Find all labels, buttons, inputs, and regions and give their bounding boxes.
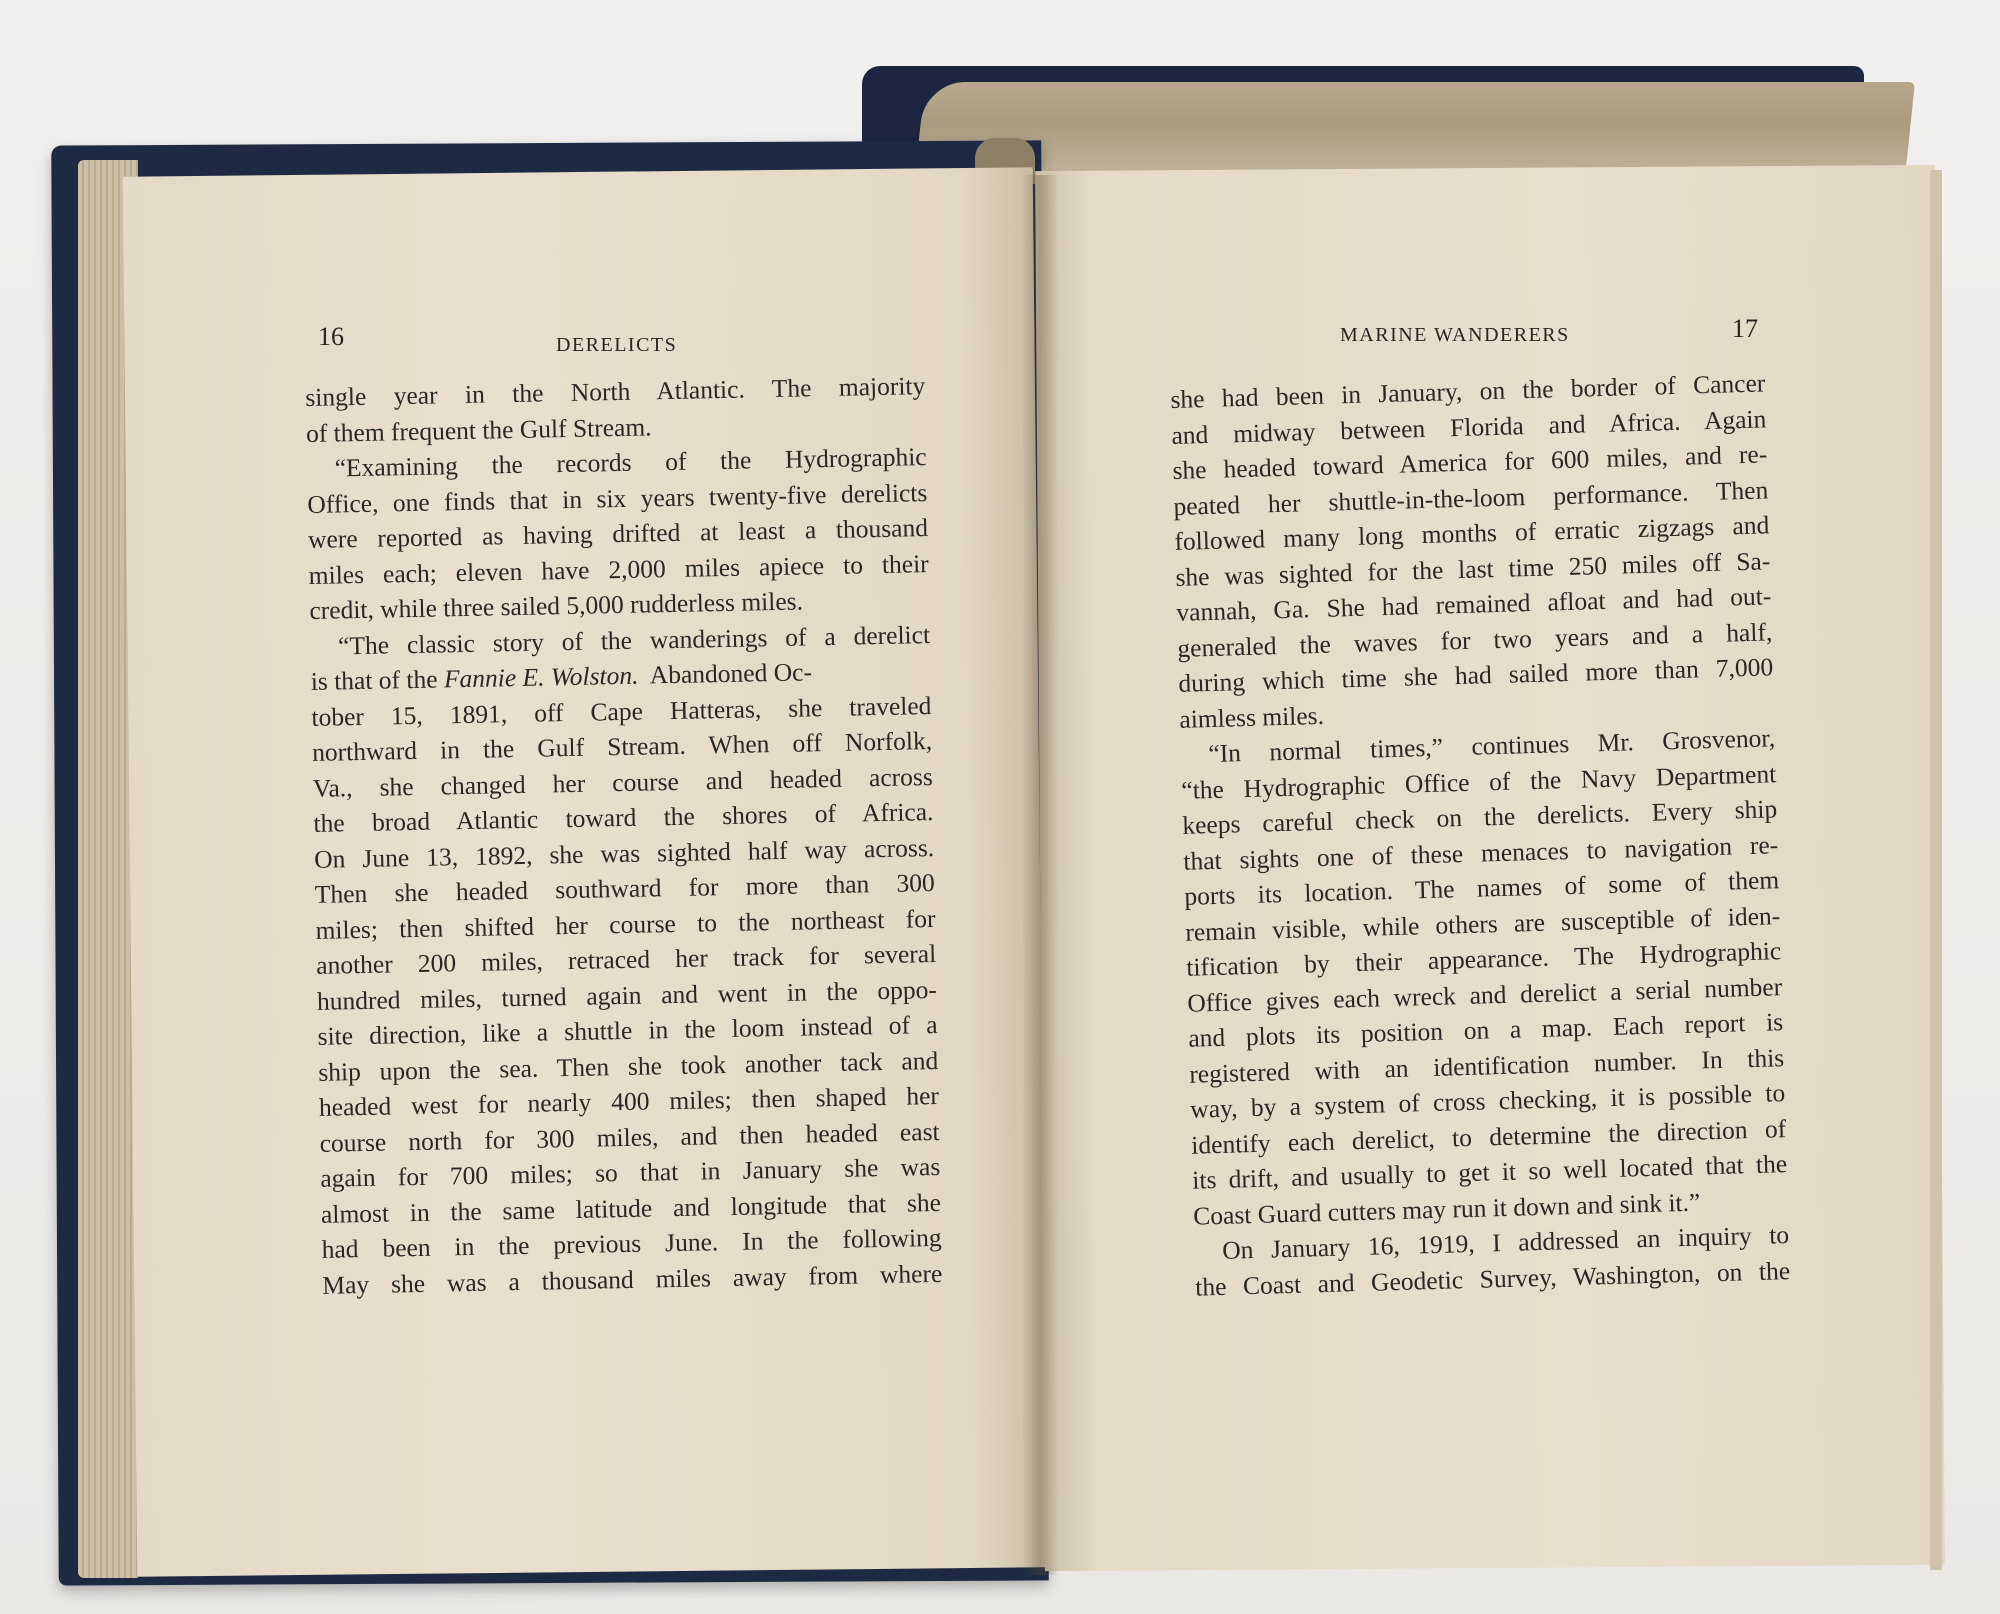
text-line: she was sighted for the last time 250 miles off Sa- [1175,545,1771,592]
right-page-text [1170,365,1791,1304]
text-line: Va., she changed her course and headed across [312,761,933,803]
text-line: tober 15, 1891, off Cape Hatteras, she traveled [311,690,932,732]
text-line: during which time she had sailed more than 7,000 [1178,652,1774,698]
text-line: “The classic story of the wanderings of a derelict [337,619,931,660]
text-line: Coast Guard cutters may run it down and sink it.” [1192,1187,1701,1231]
text-line: the Coast and Geodetic Survey, Washington, on the [1194,1255,1791,1302]
text-line: vannah, Ga. She had remained afloat and had out- [1176,581,1772,627]
text-line: again for 700 miles; so that in January she was [320,1151,941,1193]
text-line: ports its location. The names of some of them [1183,865,1780,911]
page-block-top-edge [915,82,1915,177]
text-line: “the Hydrographic Office of the Navy Department [1180,758,1777,805]
text-line: that sights one of these menaces to navigation re- [1182,829,1779,876]
text-line: site direction, like a shuttle in the loom instead of a [317,1009,938,1051]
text-line: Office gives each wreck and derelict a serial number [1186,971,1783,1018]
text-line: generaled the waves for two years and a half, [1177,616,1773,663]
right-page-number: 17 [1732,314,1758,343]
left-page-text [305,368,943,1303]
text-line: “In normal times,” continues Mr. Grosvenor, [1207,723,1776,769]
text-line: May she was a thousand miles away from where [322,1258,943,1300]
right-running-head: MARINE WANDERERS [1340,324,1570,346]
text-line: single year in the North Atlantic. The majority [305,371,926,412]
text-line: hundred miles, turned again and went in the oppo- [316,974,938,1016]
text-line: followed many long months of erratic zigzags and [1174,510,1770,556]
text-line: “Examining the records of the Hydrographic [334,442,927,483]
text-line: Then she headed southward for more than 300 [314,868,936,909]
text-line: credit, while three sailed 5,000 rudderless miles. [309,586,804,625]
text-line: almost in the same latitude and longitude that she [320,1187,942,1229]
text-line: and plots its position on a map. Each report is [1187,1007,1784,1053]
text-line: of them frequent the Gulf Stream. [305,411,652,448]
right-page-edge [1930,170,1942,1570]
left-page-number: 16 [318,322,344,351]
text-line: course north for 300 miles, and then headed east [319,1116,940,1158]
text-line: she headed toward America for 600 miles, and re- [1172,439,1768,485]
text-line: On January 16, 1919, I addressed an inquiry to [1221,1220,1790,1265]
text-line: were reported as having drifted at least a thousand [307,513,929,554]
text-line: miles; then shifted her course to the northeast for [315,903,936,945]
text-fragment: Abandoned Oc- [638,657,813,690]
left-running-head: DERELICTS [556,334,678,356]
text-line: she had been in January, on the border of Cancer [1170,368,1766,414]
text-line: way, by a system of cross checking, it is possible to [1189,1078,1786,1124]
text-line: On June 13, 1892, she was sighted half way across. [313,832,935,874]
text-line: tification by their appearance. The Hydrographic [1185,936,1782,982]
text-line: its drift, and usually to get it so well located that the [1191,1149,1788,1195]
text-line: ship upon the sea. Then she took another tack and [318,1045,939,1087]
text-line: northward in the Gulf Stream. When off Norfolk, [311,726,933,767]
ship-name: Fannie E. Wolston. [443,660,639,694]
text-line: identify each derelict, to determine the direction of [1190,1113,1787,1160]
text-line: remain visible, while others are susceptible of iden- [1184,900,1781,947]
text-line: the broad Atlantic toward the shores of Africa. [313,797,934,838]
text-line: aimless miles. [1179,700,1325,734]
text-line: headed west for nearly 400 miles; then shaped her [318,1080,940,1122]
book-gutter [1022,175,1058,1575]
text-line: keeps careful check on the derelicts. Every ship [1181,794,1778,840]
text-line: registered with an identification number. In this [1188,1042,1785,1089]
text-fragment: is that of the [310,664,445,696]
text-line: miles each; eleven have 2,000 miles apiece to their [308,548,929,590]
text-line: Office, one finds that in six years twenty-five derelicts [307,477,928,519]
text-line: another 200 miles, retraced her track for several [315,938,937,980]
text-line: and midway between Florida and Africa. Again [1171,403,1767,450]
text-line: peated her shuttle-in-the-loom performance. Then [1173,474,1769,521]
text-line: had been in the previous June. In the following [321,1222,942,1264]
